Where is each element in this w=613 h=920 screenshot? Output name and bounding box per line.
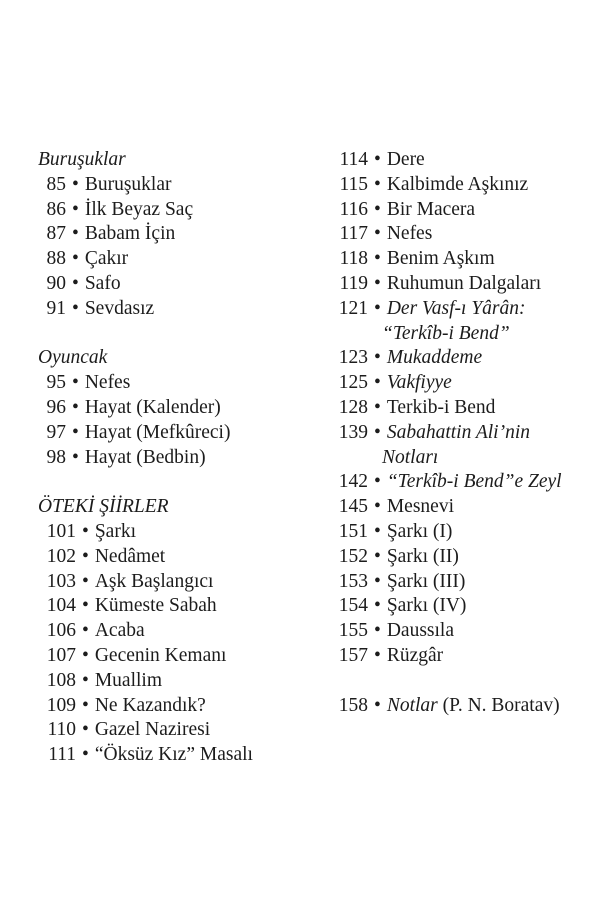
page-number: 115 — [339, 173, 368, 195]
bullet: • — [374, 297, 381, 319]
bullet: • — [374, 545, 381, 567]
bullet: • — [72, 173, 79, 195]
bullet: • — [374, 347, 381, 369]
bullet: • — [72, 223, 79, 245]
toc-entry — [38, 421, 303, 446]
bullet: • — [72, 198, 79, 220]
toc-entry — [330, 247, 600, 272]
bullet: • — [374, 620, 381, 642]
toc-entry — [330, 594, 600, 619]
spacer — [38, 470, 303, 495]
page-number: 107 — [46, 644, 76, 666]
page-number: 87 — [46, 223, 66, 245]
page-number: 125 — [338, 372, 368, 394]
page-number: 118 — [339, 248, 368, 270]
toc-entry — [38, 743, 303, 768]
page-number: 123 — [338, 347, 368, 369]
page-number: 142 — [338, 471, 368, 493]
toc-entry-notes — [330, 694, 600, 719]
entry-title: Hayat (Kalender) — [84, 396, 221, 418]
bullet: • — [82, 520, 89, 542]
toc-entry — [38, 297, 303, 322]
entry-title: Çakır — [84, 248, 129, 270]
entry-title: Şarkı (I) — [386, 520, 453, 542]
page-number: 153 — [338, 570, 368, 592]
page-number: 97 — [46, 421, 66, 443]
page-number: 103 — [46, 570, 76, 592]
entry-title: Gecenin Kemanı — [94, 644, 227, 666]
entry-title: Buruşuklar — [84, 173, 172, 195]
entry-title: Daussıla — [386, 620, 454, 642]
toc-entry — [38, 594, 303, 619]
entry-title: Acaba — [94, 620, 145, 642]
page-number: 95 — [46, 372, 66, 394]
entry-title: Hayat (Mefkûreci) — [84, 421, 231, 443]
bullet: • — [82, 570, 89, 592]
section-heading: Buruşuklar — [38, 149, 126, 170]
toc-entry — [38, 371, 303, 396]
toc-entry — [38, 446, 303, 471]
entry-title: Bir Macera — [386, 198, 476, 220]
entry-title: Notlar — [386, 694, 438, 716]
bullet: • — [374, 272, 381, 294]
entry-title: Şarkı — [94, 520, 136, 542]
page-number: 117 — [339, 223, 368, 245]
toc-entry — [330, 421, 600, 446]
page-number: 111 — [48, 744, 76, 766]
spacer — [38, 322, 303, 347]
toc-entry — [330, 222, 600, 247]
bullet: • — [72, 272, 79, 294]
page-number: 157 — [338, 644, 368, 666]
entry-title: Mesnevi — [386, 496, 454, 518]
bullet: • — [374, 595, 381, 617]
toc-entry — [38, 619, 303, 644]
page-number: 110 — [47, 719, 76, 741]
entry-title: Terkib-i Bend — [386, 396, 496, 418]
entry-title: Sabahattin Ali’nin — [386, 421, 531, 443]
toc-entry — [330, 495, 600, 520]
toc-entry — [38, 718, 303, 743]
toc-entry — [38, 520, 303, 545]
page-number: 114 — [339, 149, 368, 170]
entry-title: Nefes — [84, 372, 131, 394]
page-number: 86 — [46, 198, 66, 220]
bullet: • — [72, 372, 79, 394]
entry-title-continuation: Notları — [382, 446, 439, 468]
entry-title: Vakfiyye — [386, 372, 452, 394]
bullet: • — [374, 520, 381, 542]
toc-entry — [330, 570, 600, 595]
entry-title: Aşk Başlangıcı — [94, 570, 214, 592]
page-number: 139 — [338, 421, 368, 443]
toc-entry — [38, 545, 303, 570]
entry-title: İlk Beyaz Saç — [84, 198, 194, 220]
entry-title: Şarkı (III) — [386, 570, 466, 592]
page-number: 158 — [338, 694, 368, 716]
toc-entry — [38, 173, 303, 198]
entry-title: Şarkı (II) — [386, 545, 459, 567]
bullet: • — [72, 446, 79, 468]
toc-entry — [38, 669, 303, 694]
bullet: • — [72, 248, 79, 270]
entry-title: Safo — [84, 272, 121, 294]
page-number: 102 — [46, 545, 76, 567]
toc-left-column — [38, 148, 303, 768]
page-number: 91 — [46, 297, 66, 319]
toc-entry — [330, 470, 600, 495]
page-number: 128 — [338, 396, 368, 418]
bullet: • — [374, 496, 381, 518]
bullet: • — [374, 149, 381, 170]
entry-title: Şarkı (IV) — [386, 595, 467, 617]
bullet: • — [374, 694, 381, 716]
toc-entry — [330, 619, 600, 644]
toc-entry — [330, 644, 600, 669]
entry-title-rest: (P. N. Boratav) — [442, 694, 560, 716]
entry-title: “Öksüz Kız” Masalı — [94, 744, 253, 766]
toc-entry — [38, 644, 303, 669]
page-number: 104 — [46, 595, 76, 617]
bullet: • — [82, 744, 89, 766]
bullet: • — [82, 694, 89, 716]
entry-title: Ruhumun Dalgaları — [386, 272, 542, 294]
toc-entry — [330, 346, 600, 371]
toc-entry — [330, 198, 600, 223]
page-number: 106 — [46, 620, 76, 642]
bullet: • — [374, 471, 381, 493]
toc-entry — [330, 297, 600, 322]
entry-title: Ne Kazandık? — [94, 694, 206, 716]
toc-entry — [38, 222, 303, 247]
bullet: • — [374, 644, 381, 666]
page-number: 116 — [339, 198, 368, 220]
entry-title: Kümeste Sabah — [94, 595, 217, 617]
toc-entry — [38, 198, 303, 223]
toc-entry — [38, 247, 303, 272]
entry-title: Dere — [386, 149, 425, 170]
page-number: 152 — [338, 545, 368, 567]
page-number: 108 — [46, 669, 76, 691]
toc-right-column — [330, 148, 600, 718]
bullet: • — [82, 620, 89, 642]
bullet: • — [374, 421, 381, 443]
entry-title: Kalbimde Aşkınız — [386, 173, 529, 195]
toc-entry — [330, 148, 600, 173]
entry-title: Benim Aşkım — [386, 248, 495, 270]
entry-title: Hayat (Bedbin) — [84, 446, 206, 468]
bullet: • — [82, 545, 89, 567]
bullet: • — [374, 570, 381, 592]
page-number: 85 — [46, 173, 66, 195]
bullet: • — [72, 396, 79, 418]
bullet: • — [72, 421, 79, 443]
bullet: • — [374, 198, 381, 220]
entry-title: Nefes — [386, 223, 433, 245]
toc-entry — [330, 545, 600, 570]
bullet: • — [82, 719, 89, 741]
entry-title: Muallim — [94, 669, 162, 691]
page-number: 121 — [338, 297, 368, 319]
entry-title: Der Vasf-ı Yârân: — [386, 297, 526, 319]
bullet: • — [374, 248, 381, 270]
page-number: 109 — [46, 694, 76, 716]
entry-title: Nedâmet — [94, 545, 166, 567]
bullet: • — [374, 223, 381, 245]
entry-title-continuation: “Terkîb-i Bend” — [382, 322, 510, 344]
toc-entry — [330, 272, 600, 297]
toc-entry — [38, 396, 303, 421]
section-heading: Oyuncak — [38, 347, 108, 369]
bullet: • — [374, 372, 381, 394]
toc-entry — [330, 520, 600, 545]
page-number: 119 — [339, 272, 368, 294]
page-number: 151 — [338, 520, 368, 542]
bullet: • — [82, 644, 89, 666]
toc-entry — [38, 570, 303, 595]
bullet: • — [374, 396, 381, 418]
section-heading: ÖTEKİ ŞİİRLER — [38, 496, 169, 518]
page-number: 101 — [46, 520, 76, 542]
entry-title: Gazel Naziresi — [94, 719, 211, 741]
toc-entry — [330, 173, 600, 198]
entry-title: Rüzgâr — [386, 644, 444, 666]
bullet: • — [374, 173, 381, 195]
bullet: • — [82, 669, 89, 691]
toc-entry — [38, 694, 303, 719]
page-number: 88 — [46, 248, 66, 270]
spacer — [330, 669, 600, 694]
page-number: 90 — [46, 272, 66, 294]
toc-entry — [330, 371, 600, 396]
entry-title: Babam İçin — [84, 223, 176, 245]
page-number: 155 — [338, 620, 368, 642]
page-number: 145 — [338, 496, 368, 518]
entry-title: Sevdasız — [84, 297, 155, 319]
entry-title: Mukaddeme — [386, 347, 483, 369]
page-number: 98 — [46, 446, 66, 468]
bullet: • — [72, 297, 79, 319]
page-number: 154 — [338, 595, 368, 617]
toc-entry — [38, 272, 303, 297]
entry-title: “Terkîb-i Bend”e Zeyl — [386, 471, 562, 493]
page-number: 96 — [46, 396, 66, 418]
toc-entry — [330, 396, 600, 421]
bullet: • — [82, 595, 89, 617]
